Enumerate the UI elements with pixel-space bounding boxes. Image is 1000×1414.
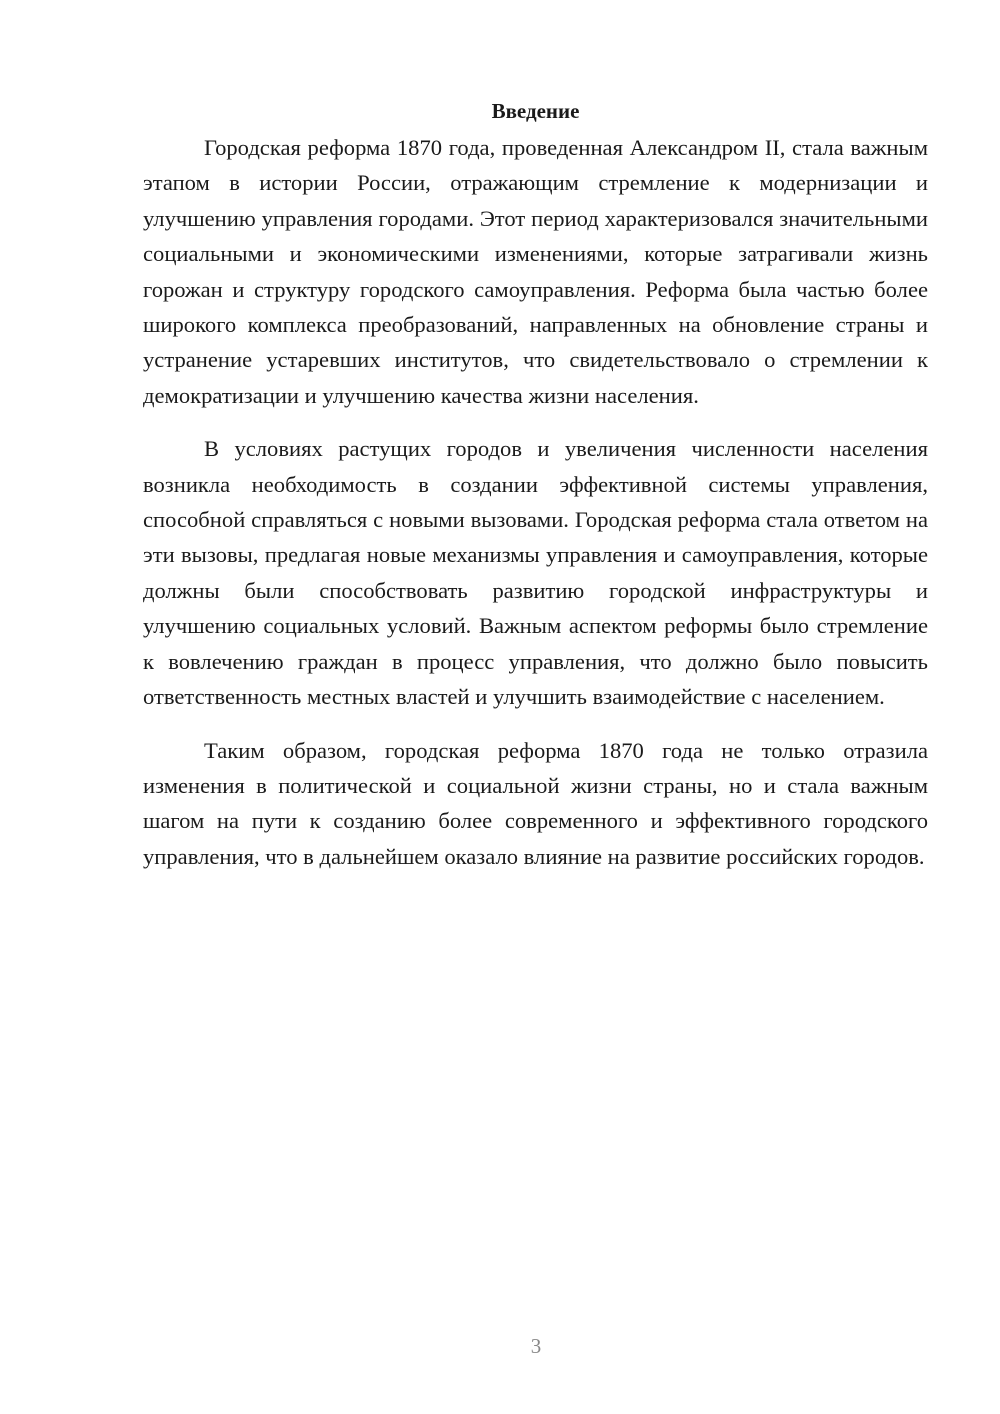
page-content	[143, 92, 928, 874]
paragraph-2: В условиях растущих городов и увеличения численности населения возникла необходимость в создании эффективной системы управления, способной справляться с новыми вызовами. Городская реформа стала ответом на эти вызовы, предлагая новые механизмы управления и самоуправления, которые должны были способствовать развитию городской инфраструктуры и улучшению социальных условий. Важным аспектом реформы было стремление к вовлечению граждан в процесс управления, что должно было повысить ответственность местных властей и улучшить взаимодействие с населением.	[143, 436, 928, 710]
paragraph-3: Таким образом, городская реформа 1870 года не только отразила изменения в политической и социальной жизни страны, но и стала важным шагом на пути к созданию более современного и эффективного городского управления, что в дальнейшем оказало влияние на развитие российских городов.	[143, 737, 928, 869]
section-title: Введение	[491, 99, 580, 123]
page-number: 3	[530, 1334, 542, 1358]
paragraph-1: Городская реформа 1870 года, проведенная Александром II, стала важным этапом в истории России, отражающим стремление к модернизации и улучшению управления городами. Этот период характеризовался значительными социальными и экономическими изменениями, которые затрагивали жизнь горожан и структуру городского самоуправления. Реформа была частью более широкого комплекса преобразований, направленных на обновление страны и устранение устаревших институтов, что свидетельствовало о стремлении к демократизации и улучшению качества жизни населения.	[143, 135, 928, 408]
